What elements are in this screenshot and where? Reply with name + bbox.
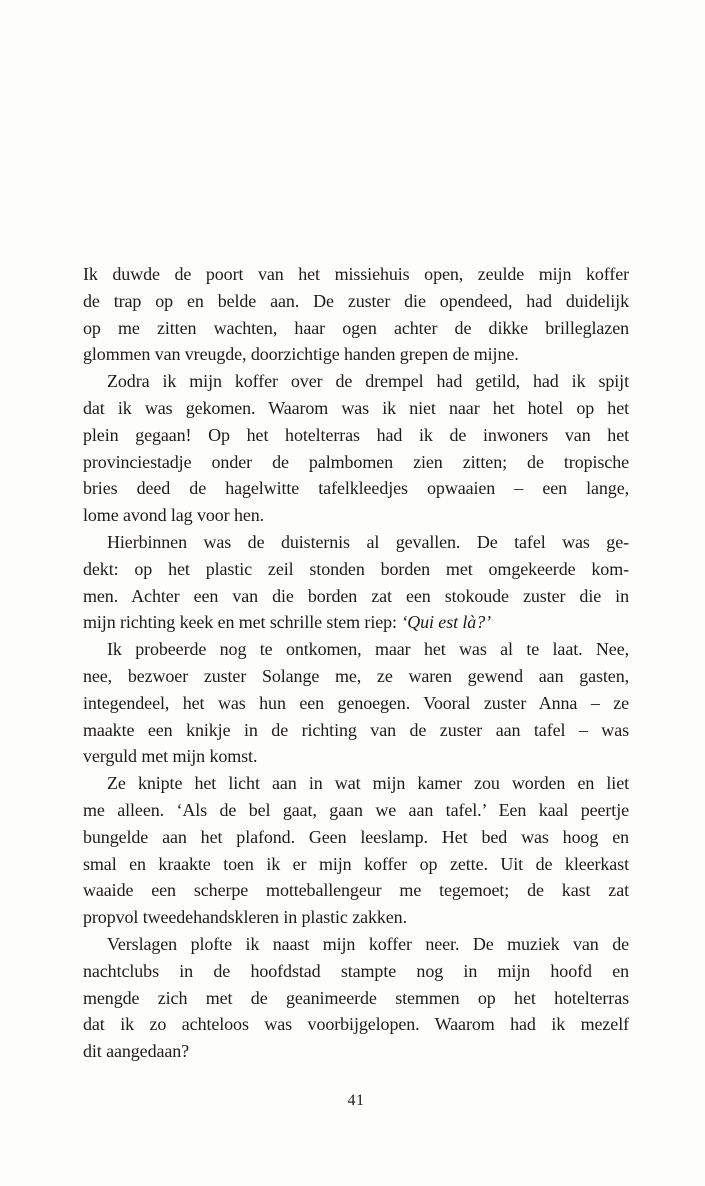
text-line — [83, 717, 629, 744]
text-line — [83, 422, 629, 449]
text-segment: bungelde aan het plafond. Geen leeslamp. Het bed was hoog en — [83, 826, 629, 847]
text-segment: dat ik was gekomen. Waarom was ik niet naar het hotel op het — [83, 397, 629, 418]
text-line — [83, 315, 629, 342]
text-segment: waaide een scherpe motteballengeur me tegemoet; de kast zat — [83, 880, 629, 901]
text-segment: Ik probeerde nog te ontkomen, maar het was al te laat. Nee, — [107, 639, 629, 660]
text-line — [83, 743, 629, 770]
text-line — [83, 985, 629, 1012]
text-line — [83, 395, 629, 422]
text-line — [83, 556, 629, 583]
text-line — [83, 663, 629, 690]
text-segment: lome avond lag voor hen. — [83, 505, 265, 526]
paragraph — [83, 636, 629, 770]
text-line — [83, 636, 629, 663]
text-segment: maakte een knikje in de richting van de zuster aan tafel – was — [83, 719, 629, 740]
text-segment: smal en kraakte toen ik er mijn koffer op zette. Uit de kleerkast — [83, 853, 629, 874]
text-segment: provinciestadje onder de palmbomen zien zitten; de tropische — [83, 451, 629, 472]
text-line — [83, 475, 629, 502]
text-segment: de trap op en belde aan. De zuster die opendeed, had duidelijk — [83, 290, 629, 311]
text-line — [83, 368, 629, 395]
text-segment: men. Achter een van die borden zat een stokoude zuster die in — [83, 585, 629, 606]
text-line — [83, 288, 629, 315]
paragraph — [83, 368, 629, 529]
text-line — [83, 1011, 629, 1038]
text-line — [83, 261, 629, 288]
text-line — [83, 449, 629, 476]
text-line — [83, 797, 629, 824]
text-line — [83, 931, 629, 958]
page-number: 41 — [347, 1092, 365, 1109]
text-line — [83, 690, 629, 717]
text-segment: dit aangedaan? — [83, 1041, 190, 1062]
text-segment: glommen van vreugde, doorzichtige handen grepen de mijne. — [83, 344, 519, 365]
text-line — [83, 529, 629, 556]
text-segment: Hierbinnen was de duisternis al gevallen. De tafel was ge- — [107, 531, 629, 552]
text-segment: integendeel, het was hun een genoegen. Vooral zuster Anna – ze — [83, 692, 629, 713]
text-line — [83, 958, 629, 985]
text-segment: op me zitten wachten, haar ogen achter de dikke brilleglazen — [83, 317, 629, 338]
text-line — [83, 770, 629, 797]
text-segment: verguld met mijn komst. — [83, 746, 258, 767]
text-segment: Ik duwde de poort van het missiehuis open, zeulde mijn koffer — [83, 264, 629, 284]
text-block — [83, 261, 629, 1065]
text-segment: bries deed de hagelwitte tafelkleedjes opwaaien – een lange, — [83, 478, 629, 499]
text-segment: nee, bezwoer zuster Solange me, ze waren gewend aan gasten, — [83, 665, 629, 686]
paragraph — [83, 261, 629, 368]
paragraph — [83, 931, 629, 1065]
text-line — [83, 341, 629, 368]
text-segment: dat ik zo achteloos was voorbijgelopen. Waarom had ik mezelf — [83, 1014, 629, 1035]
text-line — [83, 851, 629, 878]
paragraph — [83, 770, 629, 931]
text-segment: mengde zich met de geanimeerde stemmen op het hotelterras — [83, 987, 629, 1008]
text-line — [83, 877, 629, 904]
text-segment: Zodra ik mijn koffer over de drempel had getild, had ik spijt — [107, 371, 629, 392]
text-line — [83, 502, 629, 529]
text-line — [83, 824, 629, 851]
text-line — [83, 609, 629, 636]
italic-phrase: ‘Qui est là?’ — [401, 612, 491, 633]
text-segment: propvol tweedehandskleren in plastic zakken. — [83, 907, 407, 928]
text-segment: plein gegaan! Op het hotelterras had ik de inwoners van het — [83, 424, 629, 445]
paragraph — [83, 529, 629, 636]
text-segment: nachtclubs in de hoofdstad stampte nog in mijn hoofd en — [83, 960, 629, 981]
text-segment: Verslagen plofte ik naast mijn koffer neer. De muziek van de — [107, 933, 629, 954]
text-segment: Ze knipte het licht aan in wat mijn kamer zou worden en liet — [107, 773, 629, 794]
text-segment: mijn richting keek en met schrille stem riep: — [83, 612, 402, 633]
text-segment: dekt: op het plastic zeil stonden borden met omgekeerde kom- — [83, 558, 629, 579]
text-line — [83, 904, 629, 931]
text-line — [83, 583, 629, 610]
text-segment: me alleen. ‘Als de bel gaat, gaan we aan tafel.’ Een kaal peertje — [83, 799, 629, 820]
text-line — [83, 1038, 629, 1065]
